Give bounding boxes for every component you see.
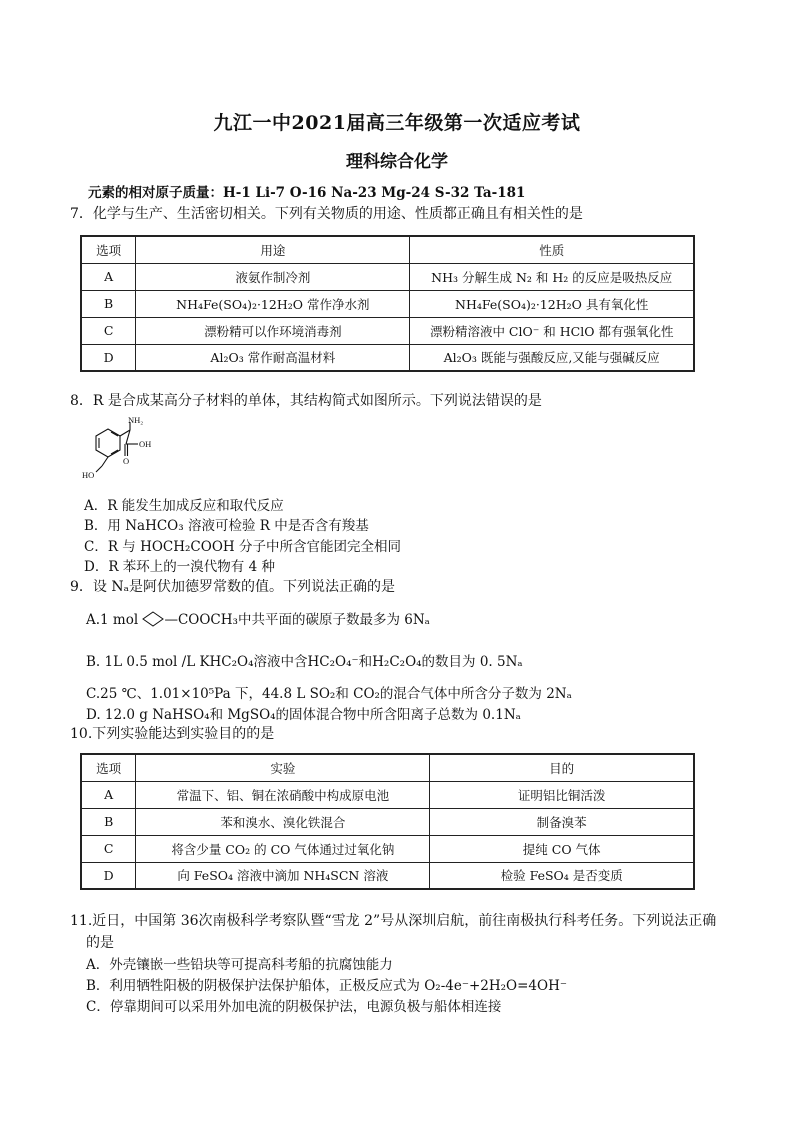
header-cell: 选项: [81, 236, 136, 263]
oh-label: OH: [139, 439, 152, 449]
q9-stem: 9．设 Nₐ是阿伏加德罗常数的值。下列说法正确的是: [70, 579, 396, 595]
option-cell: D: [81, 862, 136, 889]
table-row: [81, 290, 694, 317]
table-row: [81, 808, 694, 835]
header-cell: 性质: [410, 236, 694, 263]
aim-cell: 提纯 CO 气体: [430, 835, 694, 862]
q7-stem: 7．化学与生产、生活密切相关。下列有关物质的用途、性质都正确且有相关性的是: [70, 206, 583, 222]
aim-cell: 检验 FeSO₄ 是否变质: [430, 862, 694, 889]
header-cell: 选项: [81, 754, 136, 781]
table-header-row: [81, 236, 694, 263]
q11-stem-line1: 11.近日，中国第 36次南极科学考察队暨“雪龙 2”号从深圳启航，前往南极执行科考任务。下列说法正确: [70, 913, 717, 929]
table-row: [81, 835, 694, 862]
option-cell: C: [81, 317, 136, 344]
aim-cell: 制备溴苯: [430, 808, 694, 835]
q9-option-a: [86, 608, 430, 628]
q8-option-b: B．用 NaHCO₃ 溶液可检验 R 中是否含有羧基: [84, 518, 369, 534]
header-cell: 实验: [136, 754, 430, 781]
option-cell: B: [81, 290, 136, 317]
table-header-row: [81, 754, 694, 781]
table-row: [81, 317, 694, 344]
q8-option-d: D．R 苯环上的一溴代物有 4 种: [84, 559, 275, 575]
nh2-label: NH₂: [128, 416, 144, 425]
q11-option-c: C．停靠期间可以采用外加电流的阴极保护法，电源负极与船体相连接: [86, 999, 502, 1015]
use-cell: 漂粉精可以作环境消毒剂: [136, 317, 410, 344]
option-cell: C: [81, 835, 136, 862]
ho-label: HO: [82, 470, 95, 480]
exam-title: 九江一中2021届高三年级第一次适应考试: [213, 112, 581, 134]
option-cell: A: [81, 781, 136, 808]
header-cell: 用途: [136, 236, 410, 263]
q8-option-a: A．R 能发生加成反应和取代反应: [84, 498, 284, 514]
option-cell: B: [81, 808, 136, 835]
table-row: [81, 344, 694, 371]
q8-option-c: C．R 与 HOCH₂COOH 分子中所含官能团完全相同: [84, 539, 401, 555]
experiment-cell: 苯和溴水、溴化铁混合: [136, 808, 430, 835]
table-row: [81, 781, 694, 808]
cyclobutane-diamond-icon: [142, 611, 164, 627]
use-cell: NH₄Fe(SO₄)₂·12H₂O 常作净水剂: [136, 290, 410, 317]
aim-cell: 证明铝比铜活泼: [430, 781, 694, 808]
q7-table: [80, 235, 695, 372]
property-cell: NH₃ 分解生成 N₂ 和 H₂ 的反应是吸热反应: [410, 263, 694, 290]
q9-option-d: D. 12.0 g NaHSO₄和 MgSO₄的固体混合物中所含阳离子总数为 0.1Nₐ: [86, 707, 521, 723]
q10-table: [80, 753, 695, 890]
q10-stem: 10.下列实验能达到实验目的的是: [70, 726, 275, 742]
use-cell: 液氨作制冷剂: [136, 263, 410, 290]
carbonyl-o-label: O: [123, 456, 130, 466]
table-row: [81, 263, 694, 290]
q9-option-b: B. 1L 0.5 mol /L KHC₂O₄溶液中含HC₂O₄⁻和H₂C₂O₄的数目为 0. 5Nₐ: [86, 654, 523, 670]
experiment-cell: 向 FeSO₄ 溶液中滴加 NH₄SCN 溶液: [136, 862, 430, 889]
q11-option-a: A．外壳镶嵌一些铅块等可提高科考船的抗腐蚀能力: [86, 957, 393, 973]
q11-option-b: B．利用牺牲阳极的阴极保护法保护船体，正极反应式为 O₂-4e⁻+2H₂O=4OH⁻: [86, 978, 567, 994]
exam-subtitle: 理科综合化学: [346, 152, 448, 172]
property-cell: NH₄Fe(SO₄)₂·12H₂O 具有氧化性: [410, 290, 694, 317]
header-cell: 目的: [430, 754, 694, 781]
property-cell: Al₂O₃ 既能与强酸反应,又能与强碱反应: [410, 344, 694, 371]
option-cell: D: [81, 344, 136, 371]
q9-option-c: C.25 ℃、1.01×10⁵Pa 下，44.8 L SO₂和 CO₂的混合气体中所含分子数为 2Nₐ: [86, 686, 572, 702]
molecule-structure: [78, 416, 178, 484]
q8-stem: 8．R 是合成某高分子材料的单体，其结构简式如图所示。下列说法错误的是: [70, 393, 542, 409]
experiment-cell: 常温下、铝、铜在浓硝酸中构成原电池: [136, 781, 430, 808]
use-cell: Al₂O₃ 常作耐高温材料: [136, 344, 410, 371]
q9-option-a-suffix: —COOCH₃中共平面的碳原子数最多为 6Nₐ: [164, 612, 430, 628]
benzene-ring: [96, 429, 120, 457]
table-row: [81, 862, 694, 889]
experiment-cell: 将含少量 CO₂ 的 CO 气体通过过氧化钠: [136, 835, 430, 862]
option-cell: A: [81, 263, 136, 290]
property-cell: 漂粉精溶液中 ClO⁻ 和 HClO 都有强氧化性: [410, 317, 694, 344]
q9-option-a-prefix: A.1 mol: [86, 612, 139, 628]
atomic-masses: 元素的相对原子质量：H-1 Li-7 O-16 Na-23 Mg-24 S-32 Ta-181: [88, 185, 526, 201]
q11-stem-line2: 的是: [86, 935, 114, 951]
